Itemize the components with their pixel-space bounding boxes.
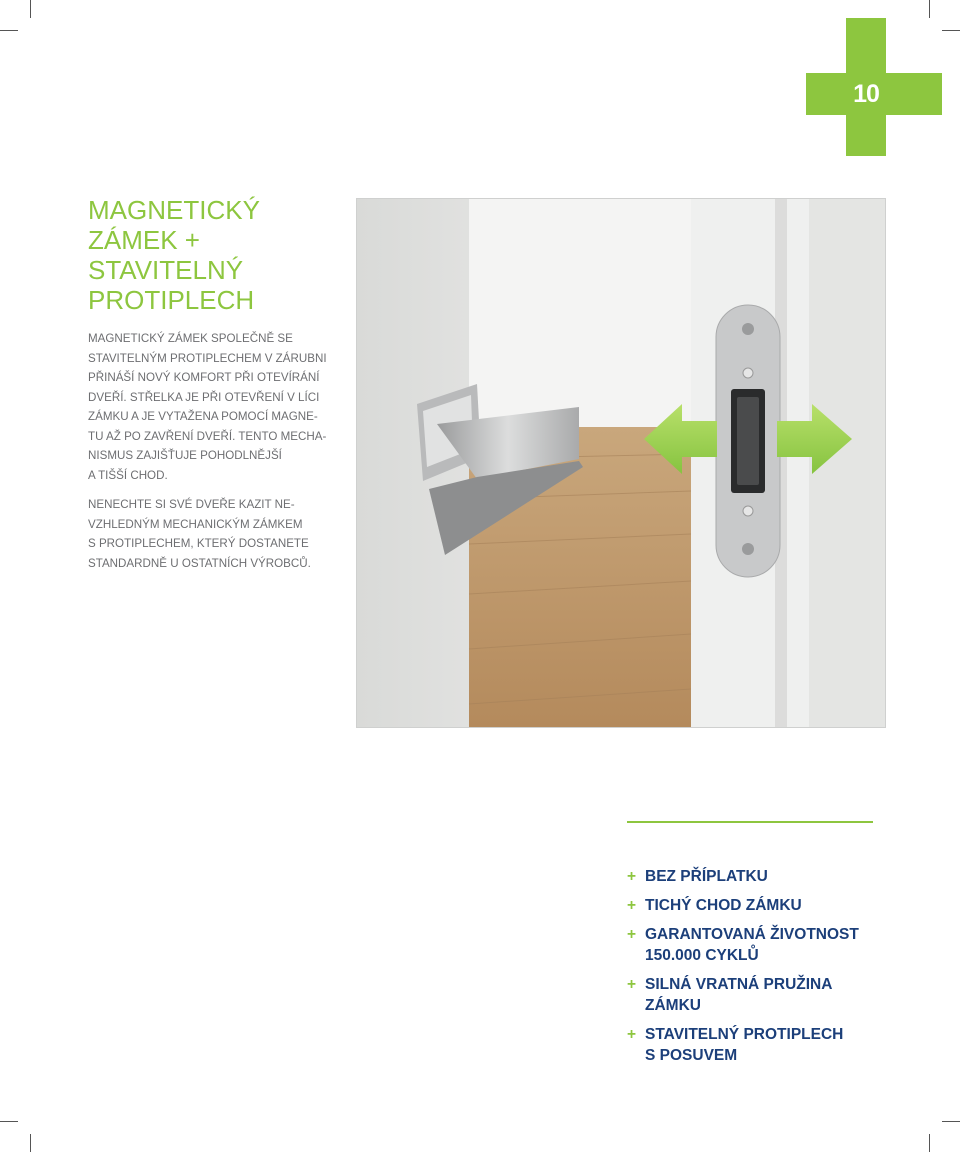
crop-mark xyxy=(929,0,930,18)
feature-item xyxy=(627,924,859,966)
crop-mark xyxy=(0,1121,18,1122)
text-line: NISMUS ZAJIŠŤUJE POHODLNĚJŠÍ xyxy=(88,449,282,462)
text-line: DVEŘÍ. STŘELKA JE PŘI OTEVŘENÍ V LÍCI xyxy=(88,390,320,404)
feature-item xyxy=(627,895,859,916)
divider xyxy=(627,821,873,823)
crop-mark xyxy=(30,1134,31,1152)
feature-list xyxy=(627,866,859,1074)
feature-text: GARANTOVANÁ ŽIVOTNOST xyxy=(645,926,859,943)
section-title xyxy=(88,195,260,315)
plus-bullet-icon: + xyxy=(627,1026,637,1043)
feature-text: STAVITELNÝ PROTIPLECH xyxy=(645,1026,844,1043)
plus-bullet-icon: + xyxy=(627,926,637,943)
crop-mark xyxy=(30,0,31,18)
text-line: MAGNETICKÝ ZÁMEK SPOLEČNĚ SE xyxy=(88,332,293,345)
feature-text: BEZ PŘÍPLATKU xyxy=(645,868,768,885)
plus-bullet-icon: + xyxy=(627,868,637,885)
feature-item xyxy=(627,1024,859,1066)
plus-bullet-icon: + xyxy=(627,897,637,914)
text-line: STAVITELNÝM PROTIPLECHEM V ZÁRUBNI xyxy=(88,351,327,365)
feature-text: SILNÁ VRATNÁ PRUŽINA xyxy=(645,976,833,993)
text-line: ZÁMKU A JE VYTAŽENA POMOCÍ MAGNE- xyxy=(88,410,318,423)
feature-text: 150.000 CYKLŮ xyxy=(645,947,759,964)
feature-item xyxy=(627,974,859,1016)
crop-mark xyxy=(942,1121,960,1122)
product-photo xyxy=(356,198,886,728)
text-line: VZHLEDNÝM MECHANICKÝM ZÁMKEM xyxy=(88,517,303,531)
text-line: S PROTIPLECHEM, KTERÝ DOSTANETE xyxy=(88,537,309,550)
feature-text: TICHÝ CHOD ZÁMKU xyxy=(645,897,802,914)
title-line: ZÁMEK + xyxy=(88,225,200,255)
text-line: STANDARDNĚ U OSTATNÍCH VÝROBCŮ. xyxy=(88,556,311,570)
page-number: 10 xyxy=(853,80,879,108)
plus-bullet-icon: + xyxy=(627,976,637,993)
crop-mark xyxy=(929,1134,930,1152)
feature-text: ZÁMKU xyxy=(645,997,701,1014)
text-line: PŘINÁŠÍ NOVÝ KOMFORT PŘI OTEVÍRÁNÍ xyxy=(88,371,320,384)
text-line: NENECHTE SI SVÉ DVEŘE KAZIT NE- xyxy=(88,498,295,511)
crop-mark xyxy=(0,30,18,31)
title-line: MAGNETICKÝ xyxy=(88,195,260,225)
text-line: A TIŠŠÍ CHOD. xyxy=(88,468,168,482)
intro-paragraph xyxy=(88,329,327,485)
feature-text: S POSUVEM xyxy=(645,1047,738,1064)
title-line: STAVITELNÝ xyxy=(88,255,244,285)
second-paragraph xyxy=(88,495,311,573)
magnetic-lock-plate-icon xyxy=(716,305,780,577)
feature-item xyxy=(627,866,859,887)
title-line: PROTIPLECH xyxy=(88,285,255,315)
door-lock-illustration xyxy=(357,199,886,728)
text-line: TU AŽ PO ZAVŘENÍ DVEŘÍ. TENTO MECHA- xyxy=(88,429,327,443)
crop-mark xyxy=(942,30,960,31)
